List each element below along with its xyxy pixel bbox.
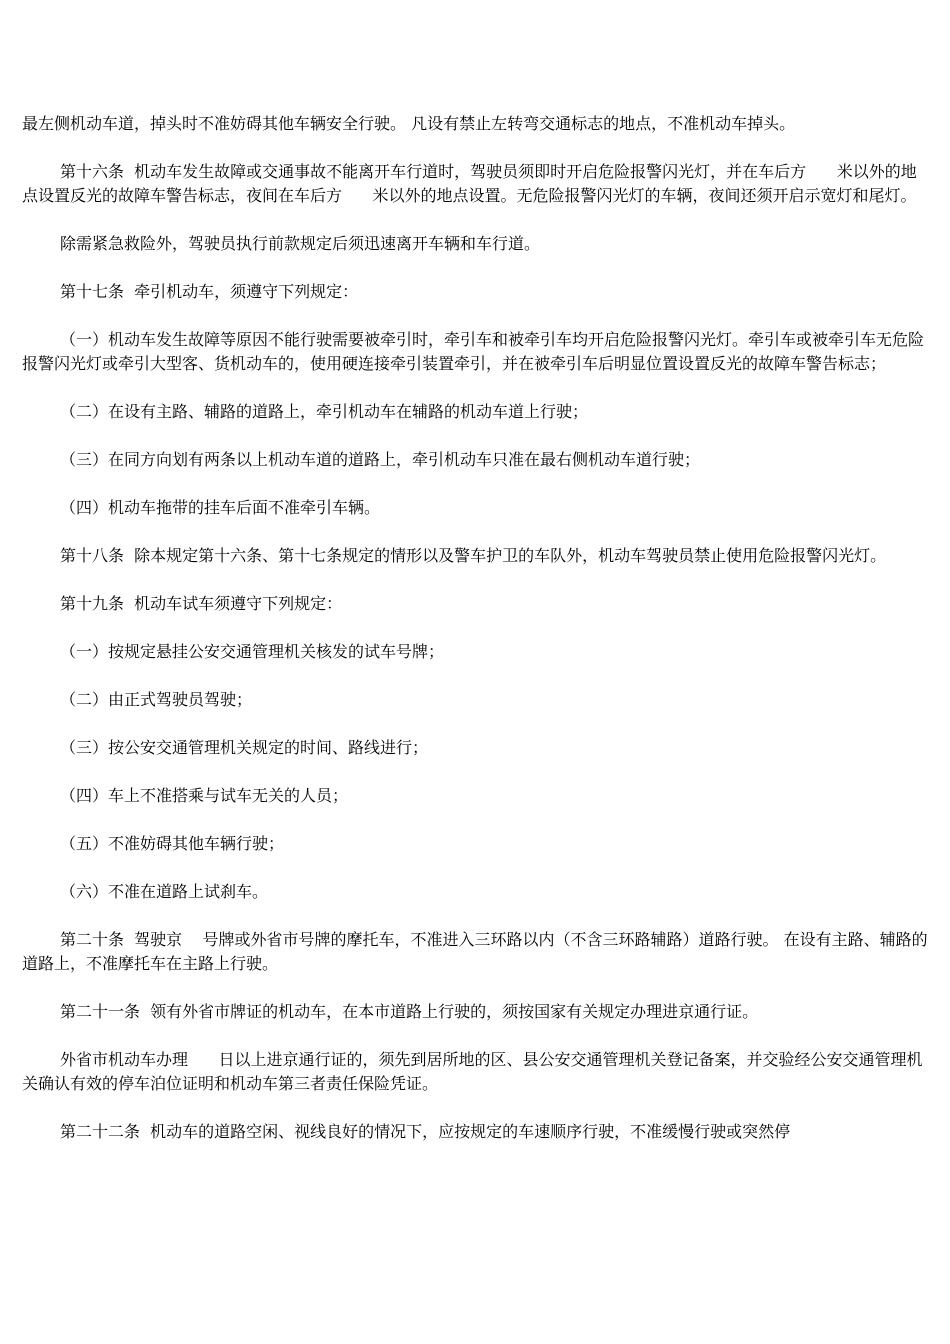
paragraph-article-21: 第二十一条 领有外省市牌证的机动车，在本市道路上行驶的，须按国家有关规定办理进京通行证。 [60, 1002, 759, 1021]
paragraph-article-19-item-6: （六）不准在道路上试刹车。 [60, 882, 269, 901]
paragraph-article-16: 第十六条 机动车发生故障或交通事故不能离开车行道时，驾驶员须即时开启危险报警闪光灯，并在车后方 米以外的地点设置反光的故障车警告标志，夜间在车后方 米以外的地点设置。无危险报警闪光灯的车辆，夜间还须开启示宽灯和尾灯。 [22, 162, 917, 205]
document-body [22, 112, 932, 1168]
paragraph-continuation: 最左侧机动车道，掉头时不准妨碍其他车辆安全行驶。 凡设有禁止左转弯交通标志的地点，不准机动车掉头。 [22, 114, 796, 133]
paragraph-article-18: 第十八条 除本规定第十六条、第十七条规定的情形以及警车护卫的车队外，机动车驾驶员禁止使用危险报警闪光灯。 [60, 546, 887, 565]
paragraph-article-19-item-5: （五）不准妨碍其他车辆行驶； [60, 834, 285, 853]
paragraph-article-17-item-2: （二）在设有主路、辅路的道路上，牵引机动车在辅路的机动车道上行驶； [60, 402, 589, 421]
paragraph-article-19: 第十九条 机动车试车须遵守下列规定： [60, 594, 343, 613]
paragraph-article-16-clause: 除需紧急救险外，驾驶员执行前款规定后须迅速离开车辆和车行道。 [60, 234, 541, 253]
paragraph-article-20: 第二十条 驾驶京 号牌或外省市号牌的摩托车，不准进入三环路以内（不含三环路辅路）道路行驶。 在设有主路、辅路的道路上，不准摩托车在主路上行驶。 [22, 930, 928, 973]
paragraph-article-17: 第十七条 牵引机动车，须遵守下列规定： [60, 282, 359, 301]
paragraph-article-21-clause: 外省市机动车办理 日以上进京通行证的，须先到居所地的区、县公安交通管理机关登记备案，并交验经公安交通管理机关确认有效的停车泊位证明和机动车第三者责任保险凭证。 [22, 1050, 923, 1093]
paragraph-article-17-item-1: （一）机动车发生故障等原因不能行驶需要被牵引时，牵引车和被牵引车均开启危险报警闪光灯。牵引车或被牵引车无危险报警闪光灯或牵引大型客、货机动车的，使用硬连接牵引装置牵引，并在被牵引车后明显位置设置反光的故障车警告标志； [22, 330, 925, 373]
paragraph-article-22: 第二十二条 机动车的道路空闲、视线良好的情况下，应按规定的车速顺序行驶，不准缓慢行驶或突然停 [60, 1122, 791, 1141]
paragraph-article-19-item-1: （一）按规定悬挂公安交通管理机关核发的试车号牌； [60, 642, 445, 661]
paragraph-article-19-item-3: （三）按公安交通管理机关规定的时间、路线进行； [60, 738, 429, 757]
paragraph-article-19-item-4: （四）车上不准搭乘与试车无关的人员； [60, 786, 349, 805]
paragraph-article-17-item-3: （三）在同方向划有两条以上机动车道的道路上，牵引机动车只准在最右侧机动车道行驶； [60, 450, 701, 469]
paragraph-article-17-item-4: （四）机动车拖带的挂车后面不准牵引车辆。 [60, 498, 381, 517]
paragraph-article-19-item-2: （二）由正式驾驶员驾驶； [60, 690, 253, 709]
